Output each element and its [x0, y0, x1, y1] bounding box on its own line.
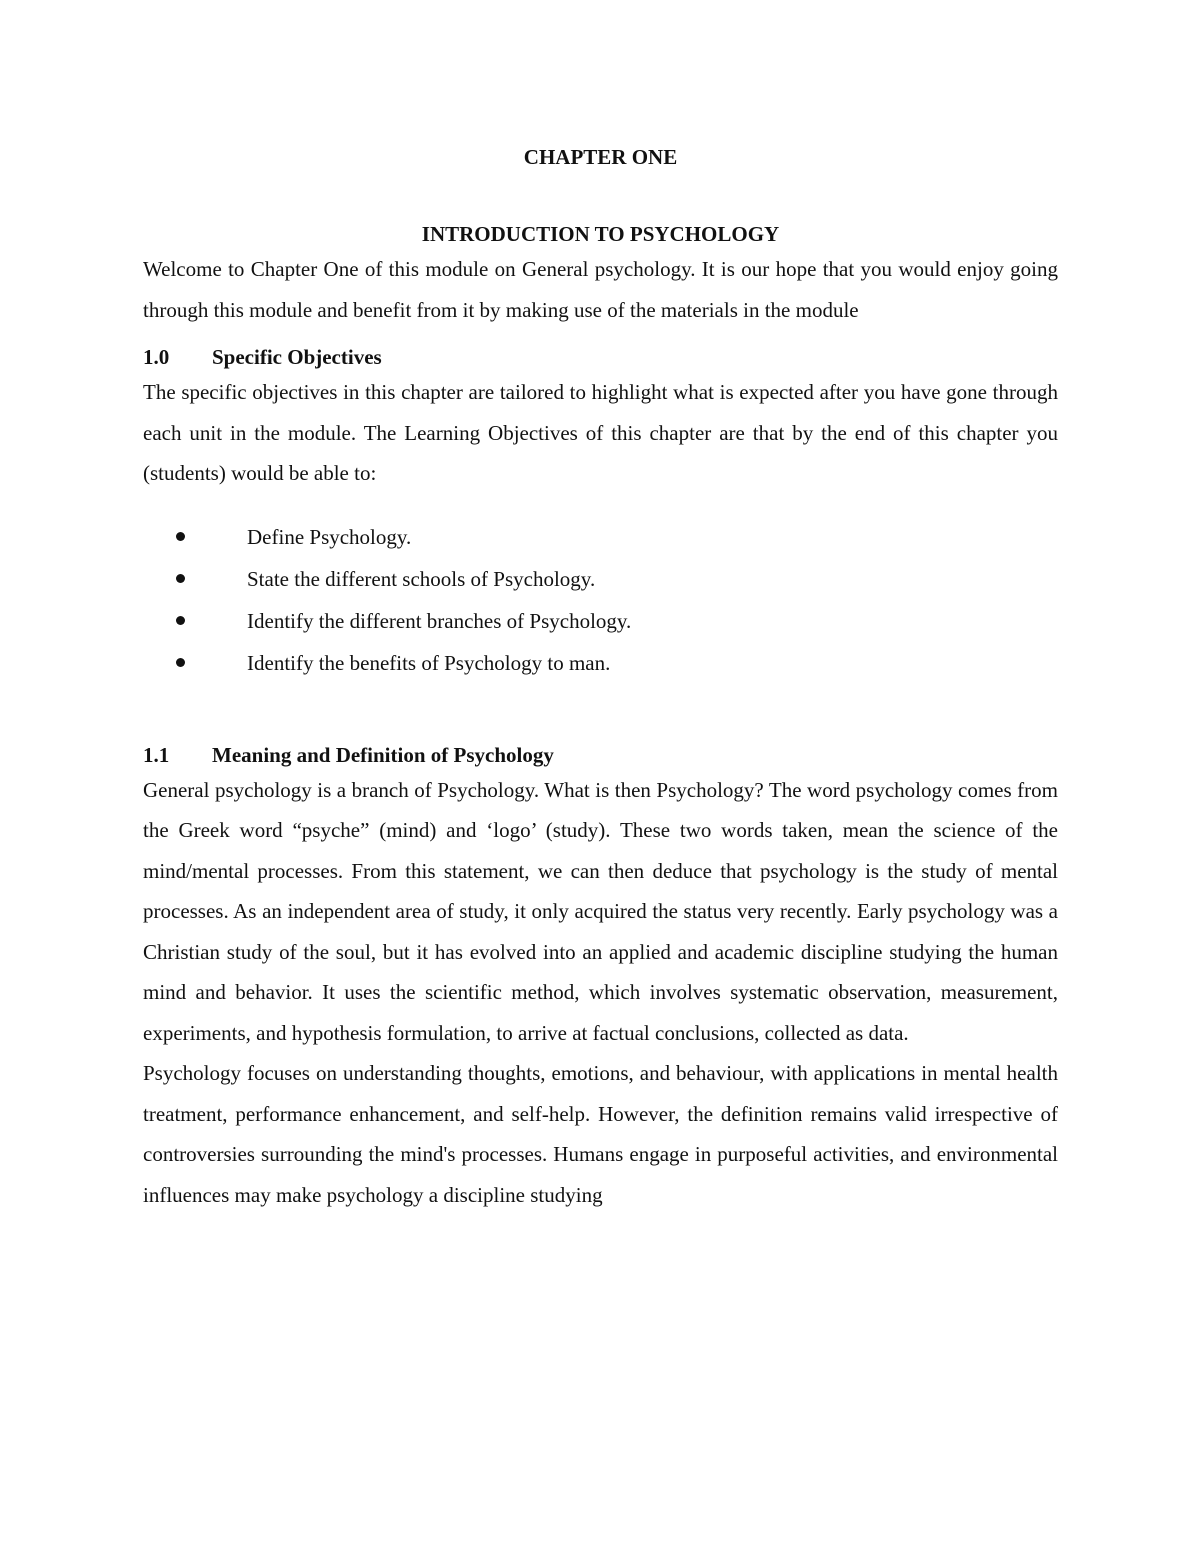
- objectives-list: [143, 516, 1058, 684]
- section-title: Specific Objectives: [212, 345, 382, 369]
- objective-text: Define Psychology.: [247, 524, 412, 549]
- objective-text: Identify the benefits of Psychology to man.: [247, 650, 611, 675]
- bullet-icon: [176, 616, 185, 625]
- list-item: [143, 558, 1058, 600]
- list-item: [143, 642, 1058, 684]
- objective-text: Identify the different branches of Psychology.: [247, 608, 632, 633]
- focus-paragraph: Psychology focuses on understanding thoughts, emotions, and behaviour, with applications in mental health treatment, performance enhancement, and self-help. However, the definition remains valid irrespective of controversies surrounding the mind's processes. Humans engage in purposeful activities, and environmental influences may make psychology a discipline studying: [143, 1061, 1058, 1207]
- intro-paragraph: Welcome to Chapter One of this module on General psychology. It is our hope that you would enjoy going through this module and benefit from it by making use of the materials in the module: [143, 257, 1058, 322]
- section-heading-1-1: [143, 740, 1058, 770]
- bullet-icon: [176, 658, 185, 667]
- meaning-paragraph: General psychology is a branch of Psychology. What is then Psychology? The word psychology comes from the Greek word “psyche” (mind) and ‘logo’ (study). These two words taken, mean the science of the mind/mental processes. From this statement, we can then deduce that psychology is the study of mental processes. As an independent area of study, it only acquired the status very recently. Early psychology was a Christian study of the soul, but it has evolved into an applied and academic discipline studying the human mind and behavior. It uses the scientific method, which involves systematic observation, measurement, experiments, and hypothesis formulation, to arrive at factual conclusions, collected as data.: [143, 777, 1058, 1045]
- section-heading-1-0: [143, 342, 1058, 372]
- objectives-paragraph: The specific objectives in this chapter are tailored to highlight what is expected after you have gone through each unit in the module. The Learning Objectives of this chapter are that by the end of this chapter you (students) would be able to:: [143, 380, 1058, 485]
- chapter-subtitle: INTRODUCTION TO PSYCHOLOGY: [421, 222, 780, 246]
- section-number: 1.0: [143, 345, 170, 369]
- section-number: 1.1: [143, 742, 170, 767]
- list-item: [143, 516, 1058, 558]
- objective-text: State the different schools of Psychology.: [247, 566, 596, 591]
- list-item: [143, 600, 1058, 642]
- bullet-icon: [176, 574, 185, 583]
- page-content: [143, 142, 1058, 1215]
- bullet-icon: [176, 532, 185, 541]
- section-title: Meaning and Definition of Psychology: [212, 742, 554, 767]
- chapter-title: CHAPTER ONE: [523, 145, 678, 169]
